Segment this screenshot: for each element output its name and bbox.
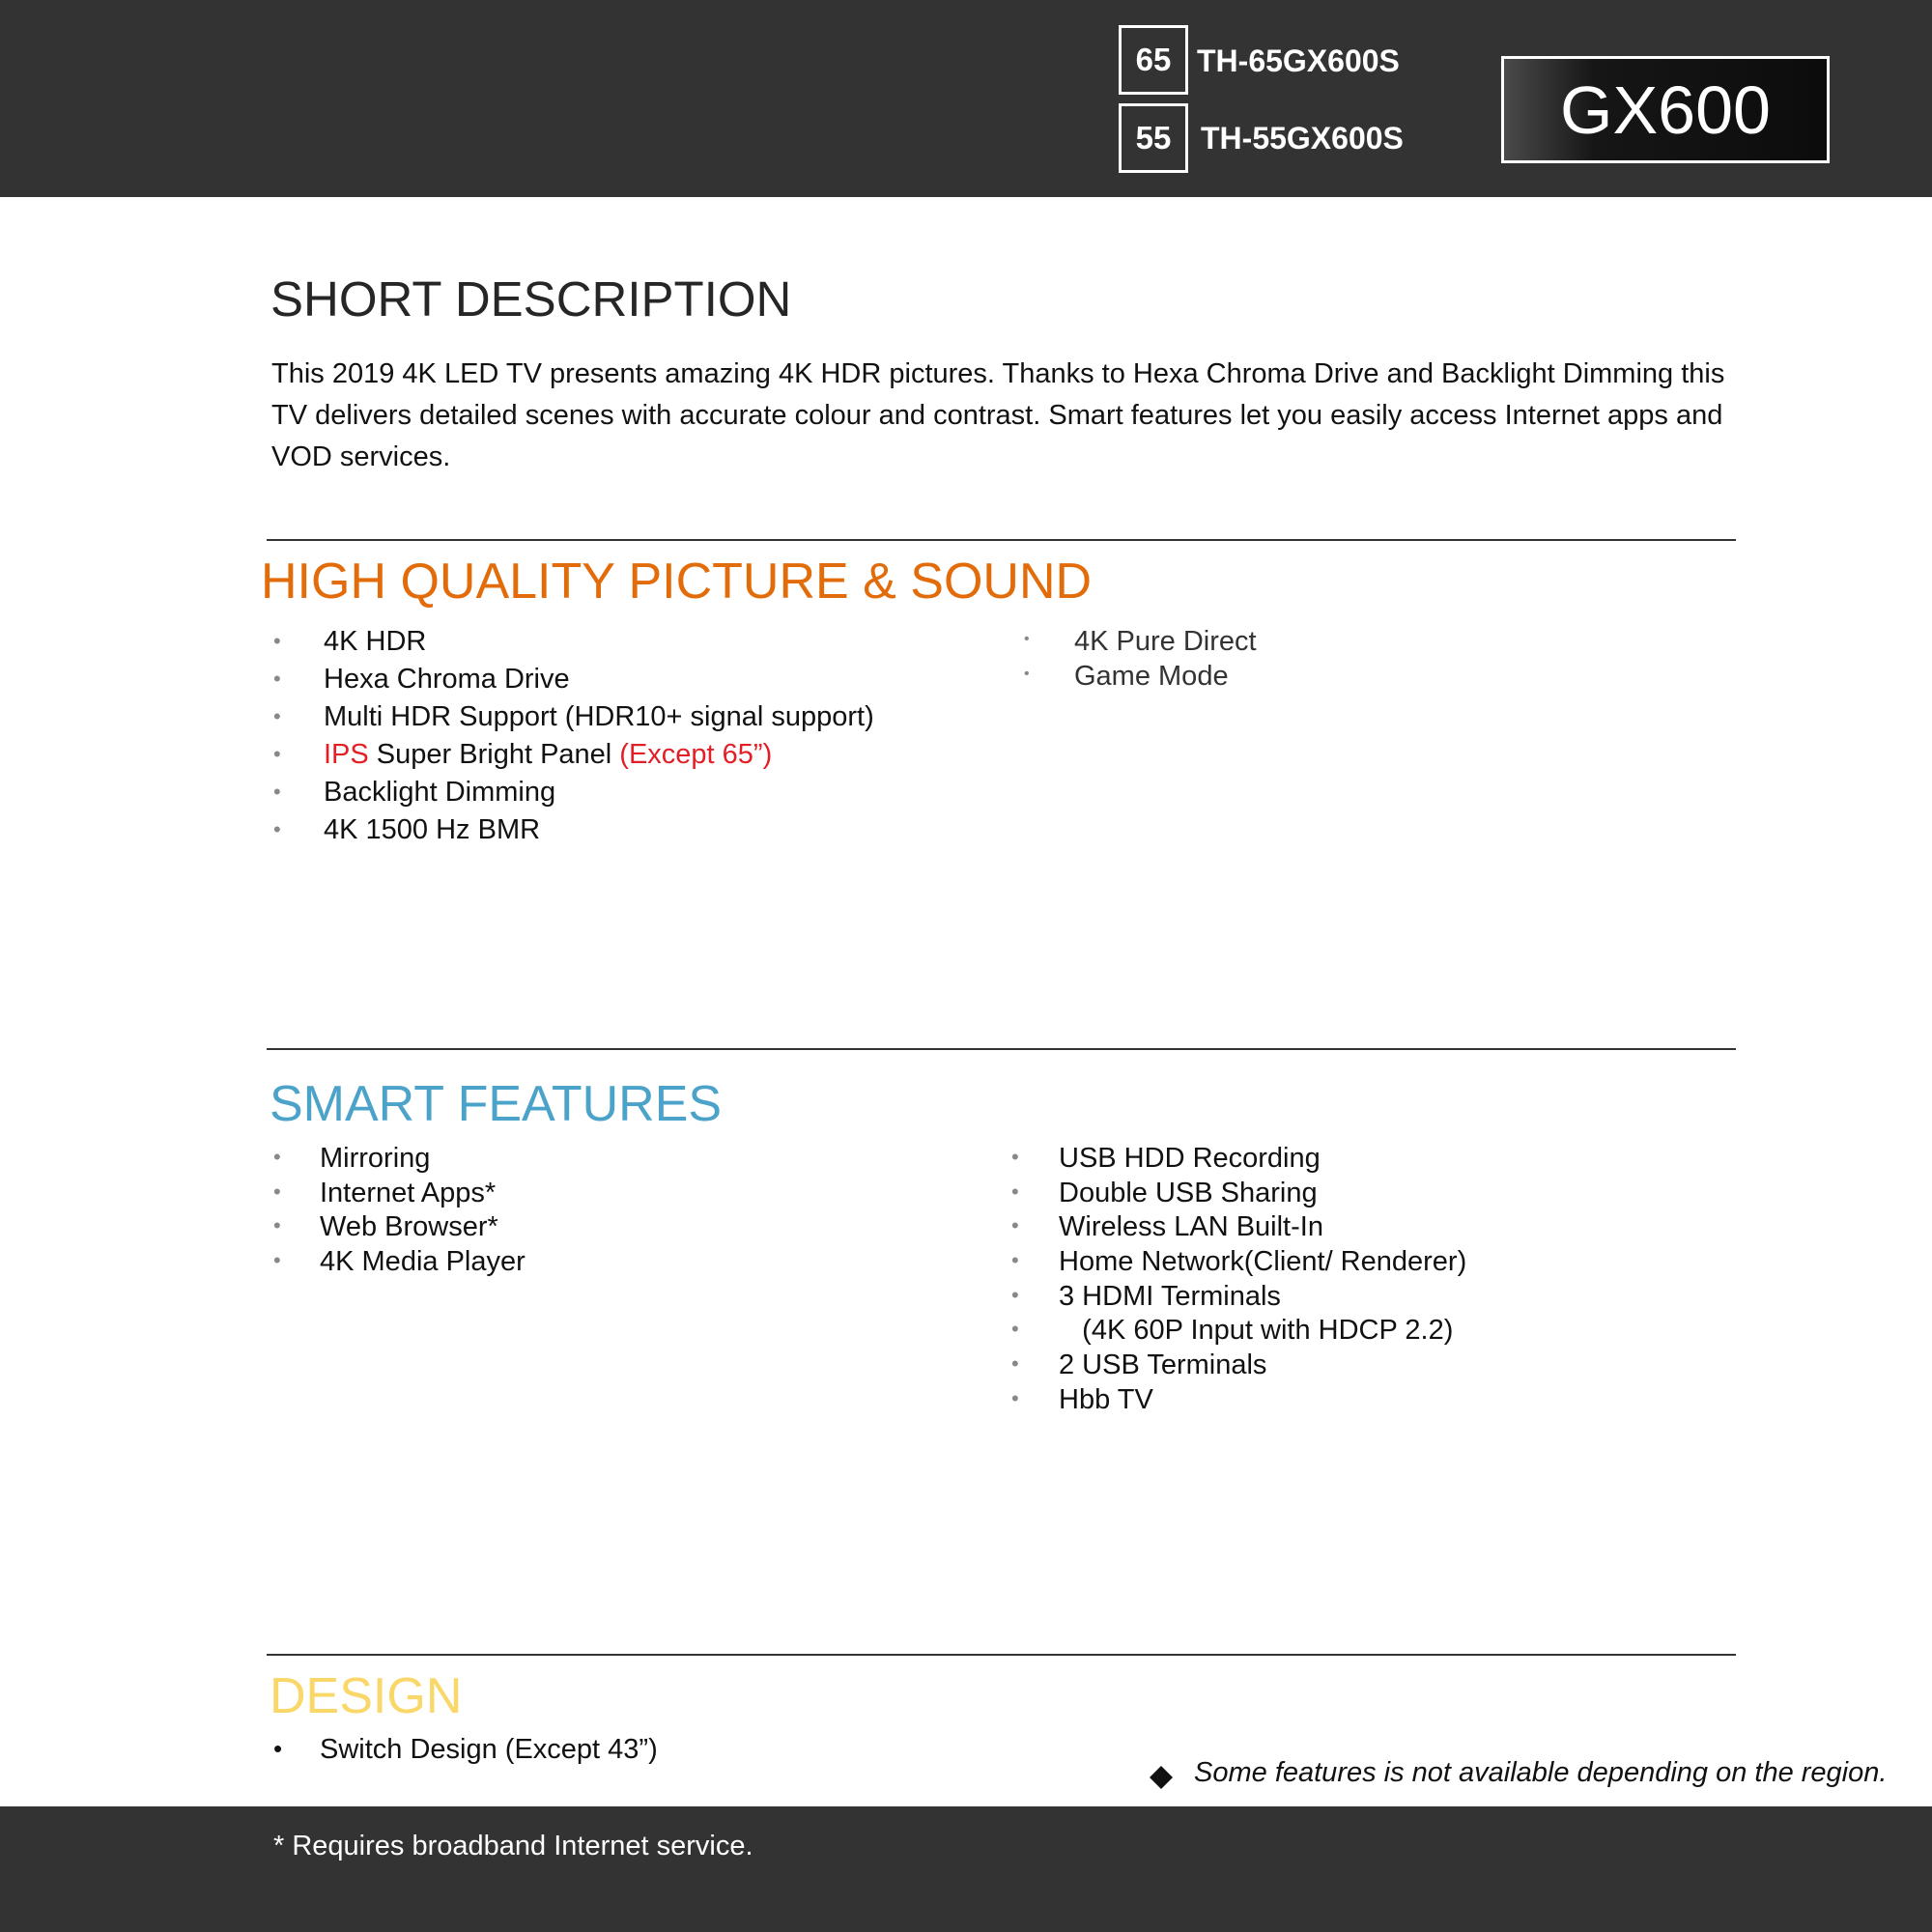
model-name-55: TH-55GX600S xyxy=(1201,121,1404,156)
footer-bar xyxy=(0,1806,1932,1932)
short-description-text: This 2019 4K LED TV presents amazing 4K HDR pictures. Thanks to Hexa Chroma Drive and Backlight Dimming this TV delivers detailed scenes with accurate colour and contrast. Smart features let you easily access Internet apps and VOD services. xyxy=(271,358,1725,472)
series-badge: GX600 xyxy=(1501,56,1830,163)
smart-features-heading: SMART FEATURES xyxy=(270,1076,723,1132)
model-name-65: TH-65GX600S xyxy=(1197,43,1400,78)
region-note: Some features is not available depending on the region. xyxy=(1194,1757,1888,1788)
section-divider xyxy=(267,539,1736,541)
diamond-bullet-icon xyxy=(1148,1764,1175,1791)
section-divider xyxy=(267,1048,1736,1050)
footer-note: * Requires broadband Internet service. xyxy=(273,1831,753,1861)
design-heading: DESIGN xyxy=(270,1668,463,1724)
short-description-heading: SHORT DESCRIPTION xyxy=(270,271,792,327)
size-badge-65: 65 xyxy=(1119,25,1188,95)
section-divider xyxy=(267,1654,1736,1656)
picture-sound-heading: HIGH QUALITY PICTURE & SOUND xyxy=(261,554,1093,610)
size-badge-55: 55 xyxy=(1119,103,1188,173)
